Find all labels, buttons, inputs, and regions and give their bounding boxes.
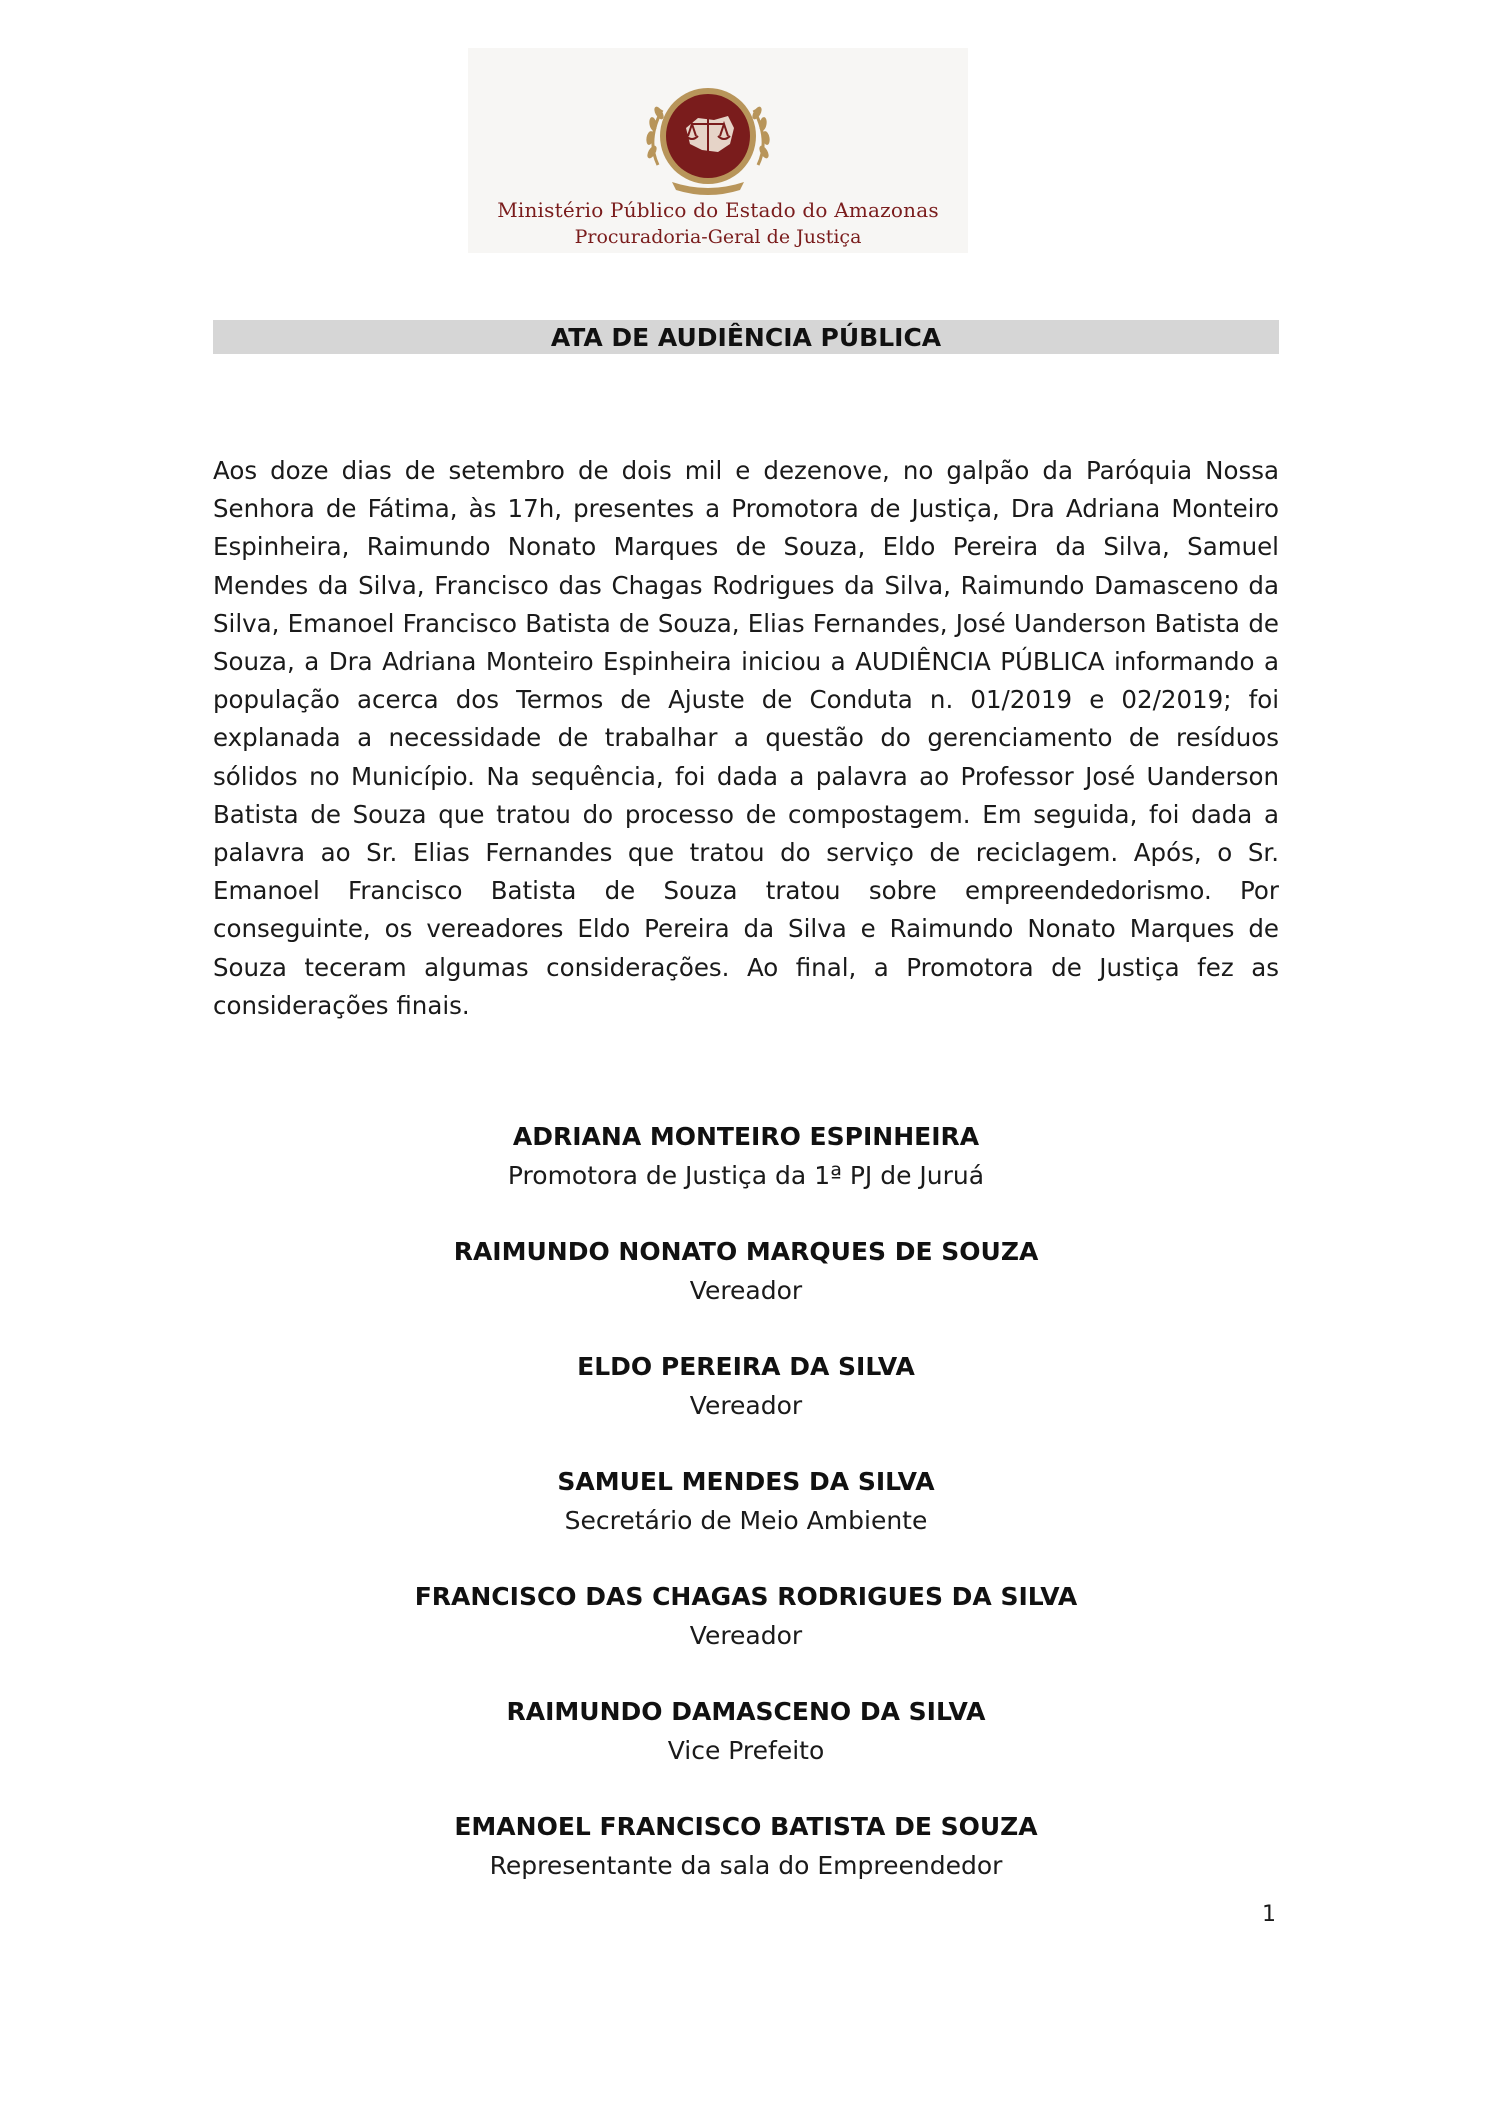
page-number: 1 (1262, 1902, 1276, 1927)
letterhead (468, 48, 968, 253)
document-title: ATA DE AUDIÊNCIA PÚBLICA (213, 320, 1279, 354)
signatory-name: ELDO PEREIRA DA SILVA (577, 1352, 915, 1381)
signature-block (213, 1347, 1279, 1462)
signature-block (213, 1692, 1279, 1807)
institution-seal-icon (628, 70, 788, 210)
signatory-name: FRANCISCO DAS CHAGAS RODRIGUES DA SILVA (414, 1582, 1078, 1611)
signatory-role: Vereador (689, 1621, 803, 1650)
signature-block (213, 1577, 1279, 1692)
organization-subtitle: Procuradoria-Geral de Justiça (574, 226, 862, 248)
signature-block (213, 1117, 1279, 1232)
organization-name: Ministério Público do Estado do Amazonas (497, 198, 939, 222)
signatory-role: Representante da sala do Empreendedor (489, 1851, 1003, 1880)
signatory-role: Vice Prefeito (667, 1736, 825, 1765)
signatory-role: Secretário de Meio Ambiente (564, 1506, 928, 1535)
signatory-role: Promotora de Justiça da 1ª PJ de Juruá (507, 1161, 985, 1190)
signature-block (213, 1232, 1279, 1347)
signatory-name: EMANOEL FRANCISCO BATISTA DE SOUZA (454, 1812, 1038, 1841)
signatory-role: Vereador (689, 1391, 803, 1420)
signature-block (213, 1807, 1279, 1922)
signatory-name: RAIMUNDO NONATO MARQUES DE SOUZA (453, 1237, 1039, 1266)
signatory-role: Vereador (689, 1276, 803, 1305)
signatory-name: ADRIANA MONTEIRO ESPINHEIRA (512, 1122, 980, 1151)
signature-block (213, 1462, 1279, 1577)
signatory-name: SAMUEL MENDES DA SILVA (557, 1467, 935, 1496)
signatory-name: RAIMUNDO DAMASCENO DA SILVA (506, 1697, 986, 1726)
minutes-body: Aos doze dias de setembro de dois mil e dezenove, no galpão da Paróquia Nossa Senhora de Fátima, às 17h, presentes a Promotora de Justiça, Dra Adriana Monteiro Espinheira, Raimundo Nonato Marques de Souza, Eldo Pereira da Silva, Samuel Mendes da Silva, Francisco das Chagas Rodrigues da Silva, Raimundo Damasceno da Silva, Emanoel Francisco Batista de Souza, Elias Fernandes, José Uanderson Batista de Souza, a Dra Adriana Monteiro Espinheira iniciou a AUDIÊNCIA PÚBLICA informando a população acerca dos Termos de Ajuste de Conduta n. 01/2019 e 02/2019; foi explanada a necessidade de trabalhar a questão do gerenciamento de resíduos sólidos no Município. Na sequência, foi dada a palavra ao Professor José Uanderson Batista de Souza que tratou do processo de compostagem. Em seguida, foi dada a palavra ao Sr. Elias Fernandes que tratou do serviço de reciclagem. Após, o Sr. Emanoel Francisco Batista de Souza tratou sobre empreendedorismo. Por conseguinte, os vereadores Eldo Pereira da Silva e Raimundo Nonato Marques de Souza teceram algumas considerações. Ao final, a Promotora de Justiça fez as considerações finais. (213, 456, 1279, 1020)
signature-list (213, 1117, 1279, 1922)
